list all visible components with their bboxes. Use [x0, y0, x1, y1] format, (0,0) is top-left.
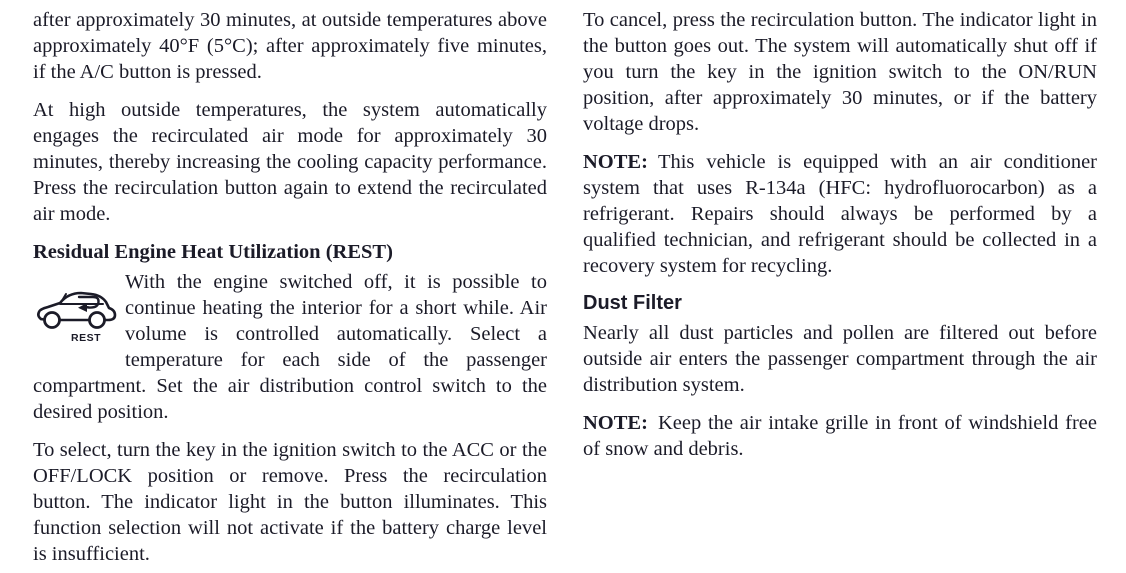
left-column — [33, 7, 547, 573]
paragraph-rest-description — [33, 269, 547, 425]
heading-residual-engine-heat-utilization: Residual Engine Heat Utilization (REST) — [33, 241, 393, 263]
heading-dust-filter: Dust Filter — [583, 292, 682, 314]
note-air-intake-grille-label: NOTE: — [583, 412, 648, 434]
rest-icon-label: REST — [71, 332, 102, 344]
right-column — [583, 7, 1097, 573]
note-refrigerant-label: NOTE: — [583, 151, 648, 173]
paragraph-rest-cancel: To cancel, press the recirculation button. The indicator light in the button goes out. The system will automatically shut off if you turn the key in the ignition switch to the ON/RUN position, after approximately 30 minutes, or if the battery voltage drops. — [583, 9, 1097, 135]
paragraph-recirculation-timing: after approximately 30 minutes, at outside temperatures above approximately 40°F (5°C); after approximately five minutes, if the A/C button is pressed. — [33, 9, 547, 83]
note-air-intake-grille-text: Keep the air intake grille in front of windshield free of snow and debris. — [583, 412, 1097, 460]
note-air-intake-grille — [583, 410, 1097, 462]
paragraph-dust-filter: Nearly all dust particles and pollen are filtered out before outside air enters the passenger compartment through the air distribution system. — [583, 322, 1097, 396]
paragraph-rest-select: To select, turn the key in the ignition switch to the ACC or the OFF/LOCK position or remove. Press the recirculation button. The indicator light in the button illuminates. This function selection will not activate if the battery charge level is insufficient. — [33, 439, 547, 565]
note-refrigerant — [583, 149, 1097, 279]
paragraph-high-outside-temperatures: At high outside temperatures, the system automatically engages the recirculated air mode for approximately 30 minutes, thereby increasing the cooling capacity performance. Press the recirculation button again to extend the recirculated air mode. — [33, 99, 547, 225]
paragraph-rest-description-text: With the engine switched off, it is possible to continue heating the interior for a short while. Air volume is controlled automatically. Select a temperature for each side of the passenger compartment. Set the air distribution control switch to the desired position. — [33, 271, 547, 423]
rest-figure — [35, 273, 119, 373]
note-refrigerant-text: This vehicle is equipped with an air conditioner system that uses R-134a (HFC: hydrofluorocarbon) as a refrigerant. Repairs should always be performed by a qualified technician, and refrigerant should be collected in a recovery system for recycling. — [583, 151, 1097, 277]
